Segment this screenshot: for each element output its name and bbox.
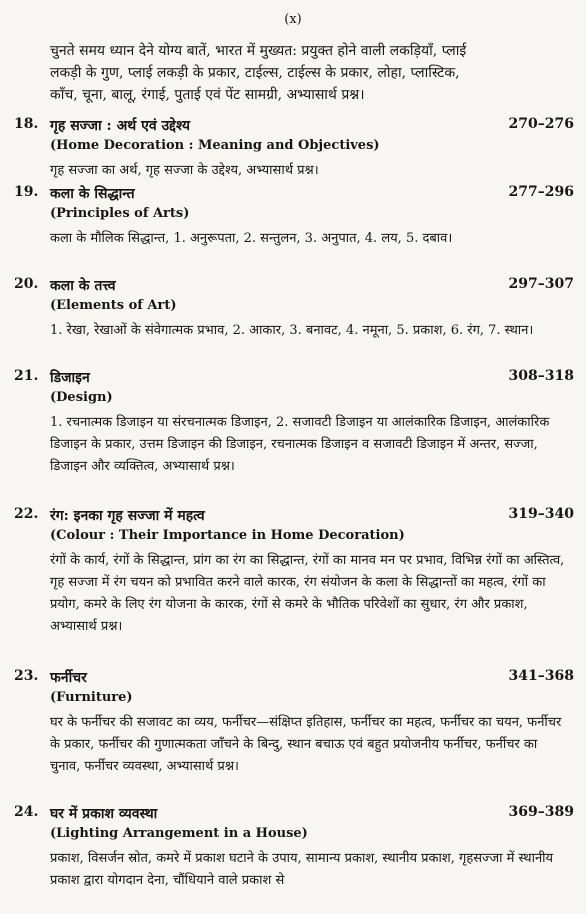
entry-subtitle: (Furniture) bbox=[50, 690, 133, 705]
entry-pages: 297–307 bbox=[508, 276, 574, 292]
entry-subtitle: (Lighting Arrangement in a House) bbox=[50, 826, 308, 841]
entry-description: गृह सज्जा का अर्थ, गृह सज्जा के उद्देश्य, अभ्यासार्थ प्रश्न। bbox=[50, 163, 319, 178]
entry-title: कला के सिद्धान्त bbox=[50, 186, 135, 202]
page-number: (x) bbox=[284, 12, 302, 27]
entry-subtitle: (Design) bbox=[50, 390, 113, 405]
entry-pages: 277–296 bbox=[508, 184, 574, 200]
entry-number: 20. bbox=[14, 276, 39, 292]
entry-description: कला के मौलिक सिद्धान्त, 1. अनुरूपता, 2. सन्तुलन, 3. अनुपात, 4. लय, 5. दबाव। bbox=[50, 231, 453, 246]
entry-title: डिजाइन bbox=[50, 370, 90, 386]
entry-title: कला के तत्त्व bbox=[50, 278, 116, 294]
entry-description: 1. रेखा, रेखाओं के संवेगात्मक प्रभाव, 2. आकार, 3. बनावट, 4. नमूना, 5. प्रकाश, 6. रंग, 7. स्थान। bbox=[50, 323, 534, 338]
entry-description: प्रकाश, विसर्जन स्रोत, कमरे में प्रकाश घटाने के उपाय, सामान्य प्रकाश, स्थानीय प्रकाश, गृहसज्जा में स्थानीय प्रकाश द्वारा योगदान देना, चौंधियाने वाले प्रकाश से bbox=[50, 851, 554, 888]
entry-number: 24. bbox=[14, 804, 39, 820]
entry-subtitle: (Home Decoration : Meaning and Objectives) bbox=[50, 138, 380, 153]
entry-title: फर्नीचर bbox=[50, 670, 87, 686]
entry-subtitle: (Principles of Arts) bbox=[50, 206, 190, 221]
entry-description: घर के फर्नीचर की सजावट का व्यय, फर्नीचर—संक्षिप्त इतिहास, फर्नीचर का महत्व, फर्नीचर का चयन, फर्नीचर के प्रकार, फर्नीचर की गुणात्मकता जाँचने के बिन्दु, स्थान बचाऊ एवं बहुत प्रयोजनीय फर्नीचर, फर्नीचर का चुनाव, फर्नीचर व्यवस्था, अभ्यासार्थ प्रश्न। bbox=[50, 715, 562, 774]
entry-description: 1. रचनात्मक डिजाइन या संरचनात्मक डिजाइन, 2. सजावटी डिजाइन या आलंकारिक डिजाइन, आलंकारिक डिजाइन के प्रकार, उत्तम डिजाइन की डिजाइन, रचनात्मक डिजाइन व सजावटी डिजाइन में अन्तर, सज्जा, डिजाइन और व्यक्तित्व, अभ्यासार्थ प्रश्न। bbox=[50, 415, 550, 474]
entry-pages: 270–276 bbox=[508, 116, 574, 132]
entry-title: घर में प्रकाश व्यवस्था bbox=[50, 806, 158, 822]
entry-pages: 308–318 bbox=[508, 368, 574, 384]
entry-title: रंग: इनका गृह सज्जा में महत्व bbox=[50, 508, 205, 524]
entry-number: 22. bbox=[14, 506, 39, 522]
entry-subtitle: (Elements of Art) bbox=[50, 298, 177, 313]
entry-number: 21. bbox=[14, 368, 39, 384]
entry-number: 18. bbox=[14, 116, 39, 132]
entry-description: रंगों के कार्य, रंगों के सिद्धान्त, प्रांग का रंग का सिद्धान्त, रंगों का मानव मन पर प्रभाव, विभिन्न रंगों का अस्तित्व, गृह सज्जा में रंग चयन को प्रभावित करने वाले कारक, रंग संयोजन के कला के सिद्धान्तों का महत्व, रंगों का प्रयोग, कमरे के लिए रंग योजना के कारक, रंगों से कमरे के भौतिक परिवेशों का सुधार, रंग और प्रकाश, अभ्यासार्थ प्रश्न। bbox=[50, 553, 565, 634]
entry-pages: 341–368 bbox=[508, 668, 574, 684]
intro-text: चुनते समय ध्यान देने योग्य बातें, भारत में मुख्यत: प्रयुक्त होने वाली लकड़ियाँ, प्लाई लकड़ी के गुण, प्लाई लकड़ी के प्रकार, टाईल्स, टाईल्स के प्रकार, लोहा, प्लास्टिक, काँच, चूना, बालू, रंगाई, पुताई एवं पेंट सामग्री, अभ्यासार्थ प्रश्न। bbox=[50, 43, 467, 103]
entry-pages: 319–340 bbox=[508, 506, 574, 522]
entry-number: 19. bbox=[14, 184, 39, 200]
entry-number: 23. bbox=[14, 668, 39, 684]
entry-title: गृह सज्जा : अर्थ एवं उद्देश्य bbox=[50, 118, 191, 134]
entry-pages: 369–389 bbox=[508, 804, 574, 820]
entry-subtitle: (Colour : Their Importance in Home Decoration) bbox=[50, 528, 405, 543]
